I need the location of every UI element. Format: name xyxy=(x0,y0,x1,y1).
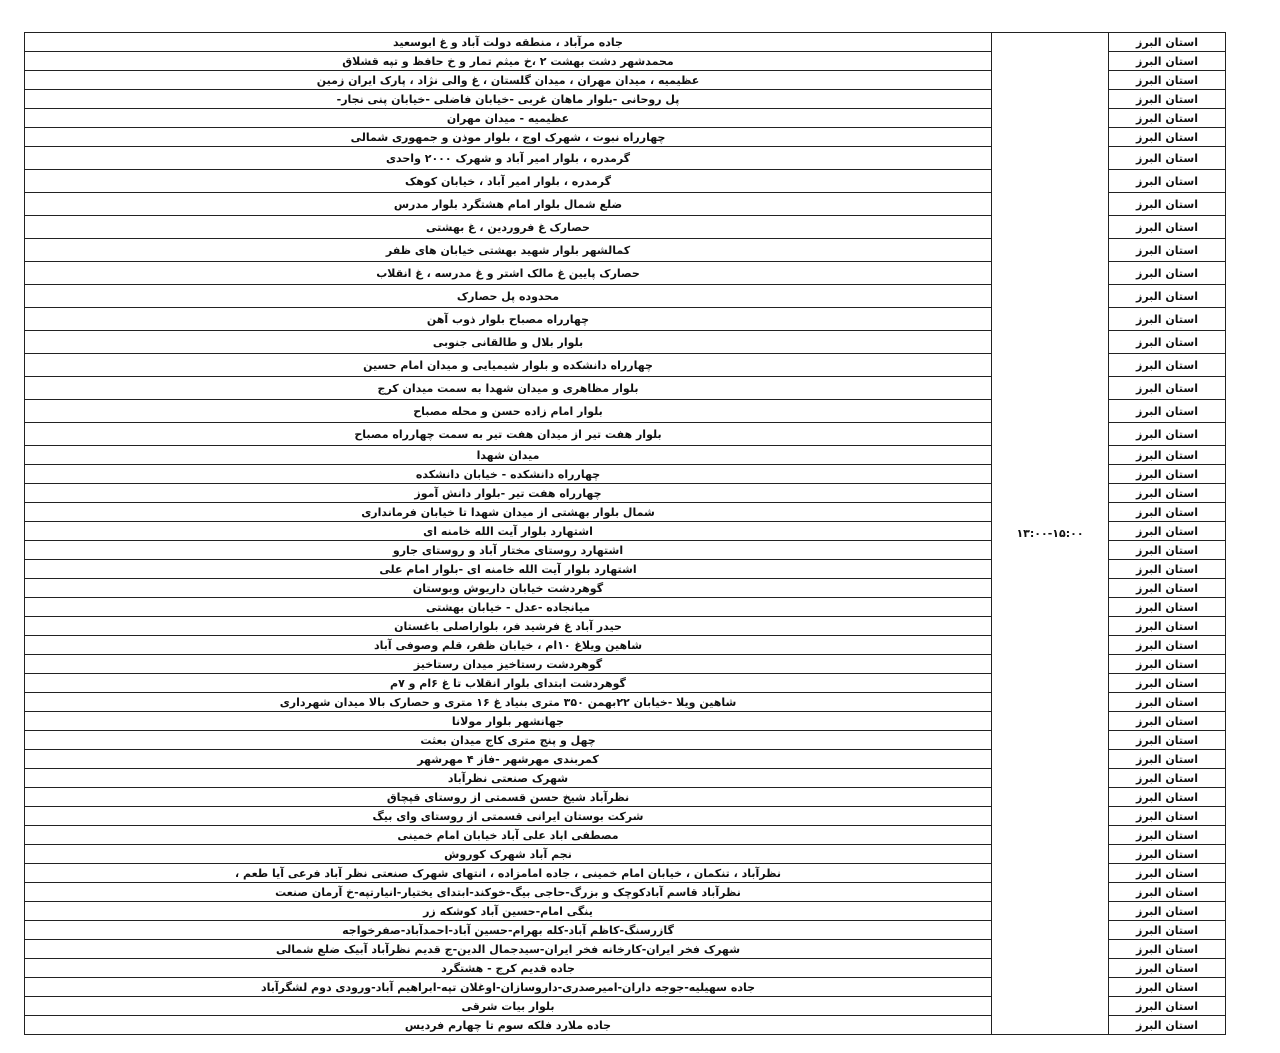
area-cell: حصارک پایین غ مالک اشتر و غ مدرسه ، غ انقلاب xyxy=(25,262,992,285)
area-cell: شرکت بوستان ایرانی قسمتی از روستای وای بیگ xyxy=(25,807,992,826)
area-cell: شاهین ویلا -خیابان ۲۲بهمن ۳۵۰ متری بنیاد غ ۱۶ متری و حصارک بالا میدان شهرداری xyxy=(25,693,992,712)
province-cell: استان البرز xyxy=(1109,1016,1226,1035)
province-cell: استان البرز xyxy=(1109,617,1226,636)
province-cell: استان البرز xyxy=(1109,484,1226,503)
area-cell: جهانشهر بلوار مولانا xyxy=(25,712,992,731)
province-cell: استان البرز xyxy=(1109,33,1226,52)
area-cell: بلوار بیات شرقی xyxy=(25,997,992,1016)
province-cell: استان البرز xyxy=(1109,522,1226,541)
area-cell: گوهردشت ابتدای بلوار انقلاب تا غ ۶ام و ۷م xyxy=(25,674,992,693)
province-cell: استان البرز xyxy=(1109,193,1226,216)
province-cell: استان البرز xyxy=(1109,331,1226,354)
area-cell: نجم آباد شهرک کوروش xyxy=(25,845,992,864)
province-cell: استان البرز xyxy=(1109,423,1226,446)
area-cell: جاده سهیلیه-جوجه داران-امیرصدری-داروسازان-اوغلان تپه-ابراهیم آباد-ورودی دوم لشگرآباد xyxy=(25,978,992,997)
area-cell: حیدر آباد غ فرشید فر، بلواراصلی باغستان xyxy=(25,617,992,636)
province-cell: استان البرز xyxy=(1109,90,1226,109)
province-cell: استان البرز xyxy=(1109,400,1226,423)
area-cell: گازرسنگ-کاظم آباد-کله بهرام-حسین آباد-احمدآباد-صفرخواجه xyxy=(25,921,992,940)
area-cell: اشتهارد بلوار آیت الله خامنه ای xyxy=(25,522,992,541)
area-cell: گرمدره ، بلوار امیر آباد و شهرک ۲۰۰۰ واحدی xyxy=(25,147,992,170)
province-cell: استان البرز xyxy=(1109,598,1226,617)
area-cell: نظرآباد شیخ حسن قسمتی از روستای قپچاق xyxy=(25,788,992,807)
province-cell: استان البرز xyxy=(1109,354,1226,377)
province-cell: استان البرز xyxy=(1109,128,1226,147)
area-cell: اشتهارد بلوار آیت الله خامنه ای -بلوار امام علی xyxy=(25,560,992,579)
area-cell: پل روحانی -بلوار ماهان غربی -خیابان فاضلی -خیابان پنی نجار- xyxy=(25,90,992,109)
area-cell: چهارراه دانشکده و بلوار شیمیایی و میدان امام حسین xyxy=(25,354,992,377)
province-cell: استان البرز xyxy=(1109,239,1226,262)
province-cell: استان البرز xyxy=(1109,769,1226,788)
area-cell: اشتهارد روستای مختار آباد و روستای جارو xyxy=(25,541,992,560)
area-cell: ینگی امام-حسین آباد کوشکه زر xyxy=(25,902,992,921)
province-cell: استان البرز xyxy=(1109,959,1226,978)
province-cell: استان البرز xyxy=(1109,750,1226,769)
province-cell: استان البرز xyxy=(1109,997,1226,1016)
area-cell: عظیمیه ، میدان مهران ، میدان گلستان ، غ والی نژاد ، پارک ایران زمین xyxy=(25,71,992,90)
area-cell: نظرآباد ، تنکمان ، خیابان امام خمینی ، جاده امامزاده ، انتهای شهرک صنعتی نظر آباد فرعی آیا طعم ، xyxy=(25,864,992,883)
schedule-body xyxy=(25,33,1226,1035)
area-cell: چهارراه هفت تیر -بلوار دانش آموز xyxy=(25,484,992,503)
time-slot-cell: ۱۳:۰۰-۱۵:۰۰ xyxy=(992,33,1109,1035)
province-cell: استان البرز xyxy=(1109,788,1226,807)
area-cell: شمال بلوار بهشتی از میدان شهدا تا خیابان فرمانداری xyxy=(25,503,992,522)
province-cell: استان البرز xyxy=(1109,377,1226,400)
area-cell: ضلع شمال بلوار امام هشتگرد بلوار مدرس xyxy=(25,193,992,216)
area-cell: جاده قدیم کرج - هشتگرد xyxy=(25,959,992,978)
province-cell: استان البرز xyxy=(1109,262,1226,285)
province-cell: استان البرز xyxy=(1109,978,1226,997)
province-cell: استان البرز xyxy=(1109,883,1226,902)
province-cell: استان البرز xyxy=(1109,170,1226,193)
area-cell: چهارراه دانشکده - خیابان دانشکده xyxy=(25,465,992,484)
area-cell: میدان شهدا xyxy=(25,446,992,465)
area-cell: گرمدره ، بلوار امیر آباد ، خیابان کوهک xyxy=(25,170,992,193)
area-cell: حصارک غ فروردین ، غ بهشتی xyxy=(25,216,992,239)
area-cell: کمالشهر بلوار شهید بهشتی خیابان های ظفر xyxy=(25,239,992,262)
area-cell: میانجاده -عدل - خیابان بهشتی xyxy=(25,598,992,617)
province-cell: استان البرز xyxy=(1109,712,1226,731)
area-cell: جاده ملارد فلکه سوم تا چهارم فردیس xyxy=(25,1016,992,1035)
province-cell: استان البرز xyxy=(1109,579,1226,598)
province-cell: استان البرز xyxy=(1109,541,1226,560)
province-cell: استان البرز xyxy=(1109,285,1226,308)
outage-schedule-table xyxy=(24,32,1226,1035)
province-cell: استان البرز xyxy=(1109,693,1226,712)
province-cell: استان البرز xyxy=(1109,655,1226,674)
area-cell: عظیمیه - میدان مهران xyxy=(25,109,992,128)
area-cell: شهرک فخر ایران-کارخانه فخر ایران-سیدجمال الدین-ج قدیم نظرآباد آبیک ضلع شمالی xyxy=(25,940,992,959)
province-cell: استان البرز xyxy=(1109,921,1226,940)
area-cell: گوهردشت خیابان داریوش وبوستان xyxy=(25,579,992,598)
area-cell: مصطفی اباد علی آباد خیابان امام خمینی xyxy=(25,826,992,845)
province-cell: استان البرز xyxy=(1109,109,1226,128)
province-cell: استان البرز xyxy=(1109,902,1226,921)
province-cell: استان البرز xyxy=(1109,560,1226,579)
province-cell: استان البرز xyxy=(1109,636,1226,655)
area-cell: چهارراه نبوت ، شهرک اوج ، بلوار موذن و جمهوری شمالی xyxy=(25,128,992,147)
area-cell: شهرک صنعتی نظرآباد xyxy=(25,769,992,788)
province-cell: استان البرز xyxy=(1109,674,1226,693)
province-cell: استان البرز xyxy=(1109,864,1226,883)
area-cell: کمربندی مهرشهر -فاز ۴ مهرشهر xyxy=(25,750,992,769)
area-cell: نظرآباد قاسم آبادکوچک و بزرگ-حاجی بیگ-خوکند-ابتدای یختیار-انیارتپه-خ آرمان صنعت xyxy=(25,883,992,902)
province-cell: استان البرز xyxy=(1109,503,1226,522)
province-cell: استان البرز xyxy=(1109,308,1226,331)
province-cell: استان البرز xyxy=(1109,52,1226,71)
area-cell: چهل و پنج متری کاج میدان بعثت xyxy=(25,731,992,750)
province-cell: استان البرز xyxy=(1109,71,1226,90)
province-cell: استان البرز xyxy=(1109,731,1226,750)
area-cell: محمدشهر دشت بهشت ۲ ،خ میثم تمار و خ حافظ و تپه قشلاق xyxy=(25,52,992,71)
province-cell: استان البرز xyxy=(1109,216,1226,239)
area-cell: جاده مرآباد ، منطقه دولت آباد و غ ابوسعید xyxy=(25,33,992,52)
area-cell: بلوار مظاهری و میدان شهدا به سمت میدان کرج xyxy=(25,377,992,400)
area-cell: بلوار هفت تیر از میدان هفت تیر به سمت چهارراه مصباح xyxy=(25,423,992,446)
table-row xyxy=(25,33,1226,52)
province-cell: استان البرز xyxy=(1109,845,1226,864)
province-cell: استان البرز xyxy=(1109,940,1226,959)
province-cell: استان البرز xyxy=(1109,465,1226,484)
area-cell: بلوار بلال و طالقانی جنوبی xyxy=(25,331,992,354)
province-cell: استان البرز xyxy=(1109,147,1226,170)
province-cell: استان البرز xyxy=(1109,807,1226,826)
province-cell: استان البرز xyxy=(1109,446,1226,465)
area-cell: محدوده پل حصارک xyxy=(25,285,992,308)
area-cell: شاهین ویلاغ ۱۰ام ، خیابان ظفر، قلم وصوفی آباد xyxy=(25,636,992,655)
province-cell: استان البرز xyxy=(1109,826,1226,845)
area-cell: گوهردشت رستاخیز میدان رستاخیز xyxy=(25,655,992,674)
area-cell: چهارراه مصباح بلوار ذوب آهن xyxy=(25,308,992,331)
area-cell: بلوار امام زاده حسن و محله مصباح xyxy=(25,400,992,423)
